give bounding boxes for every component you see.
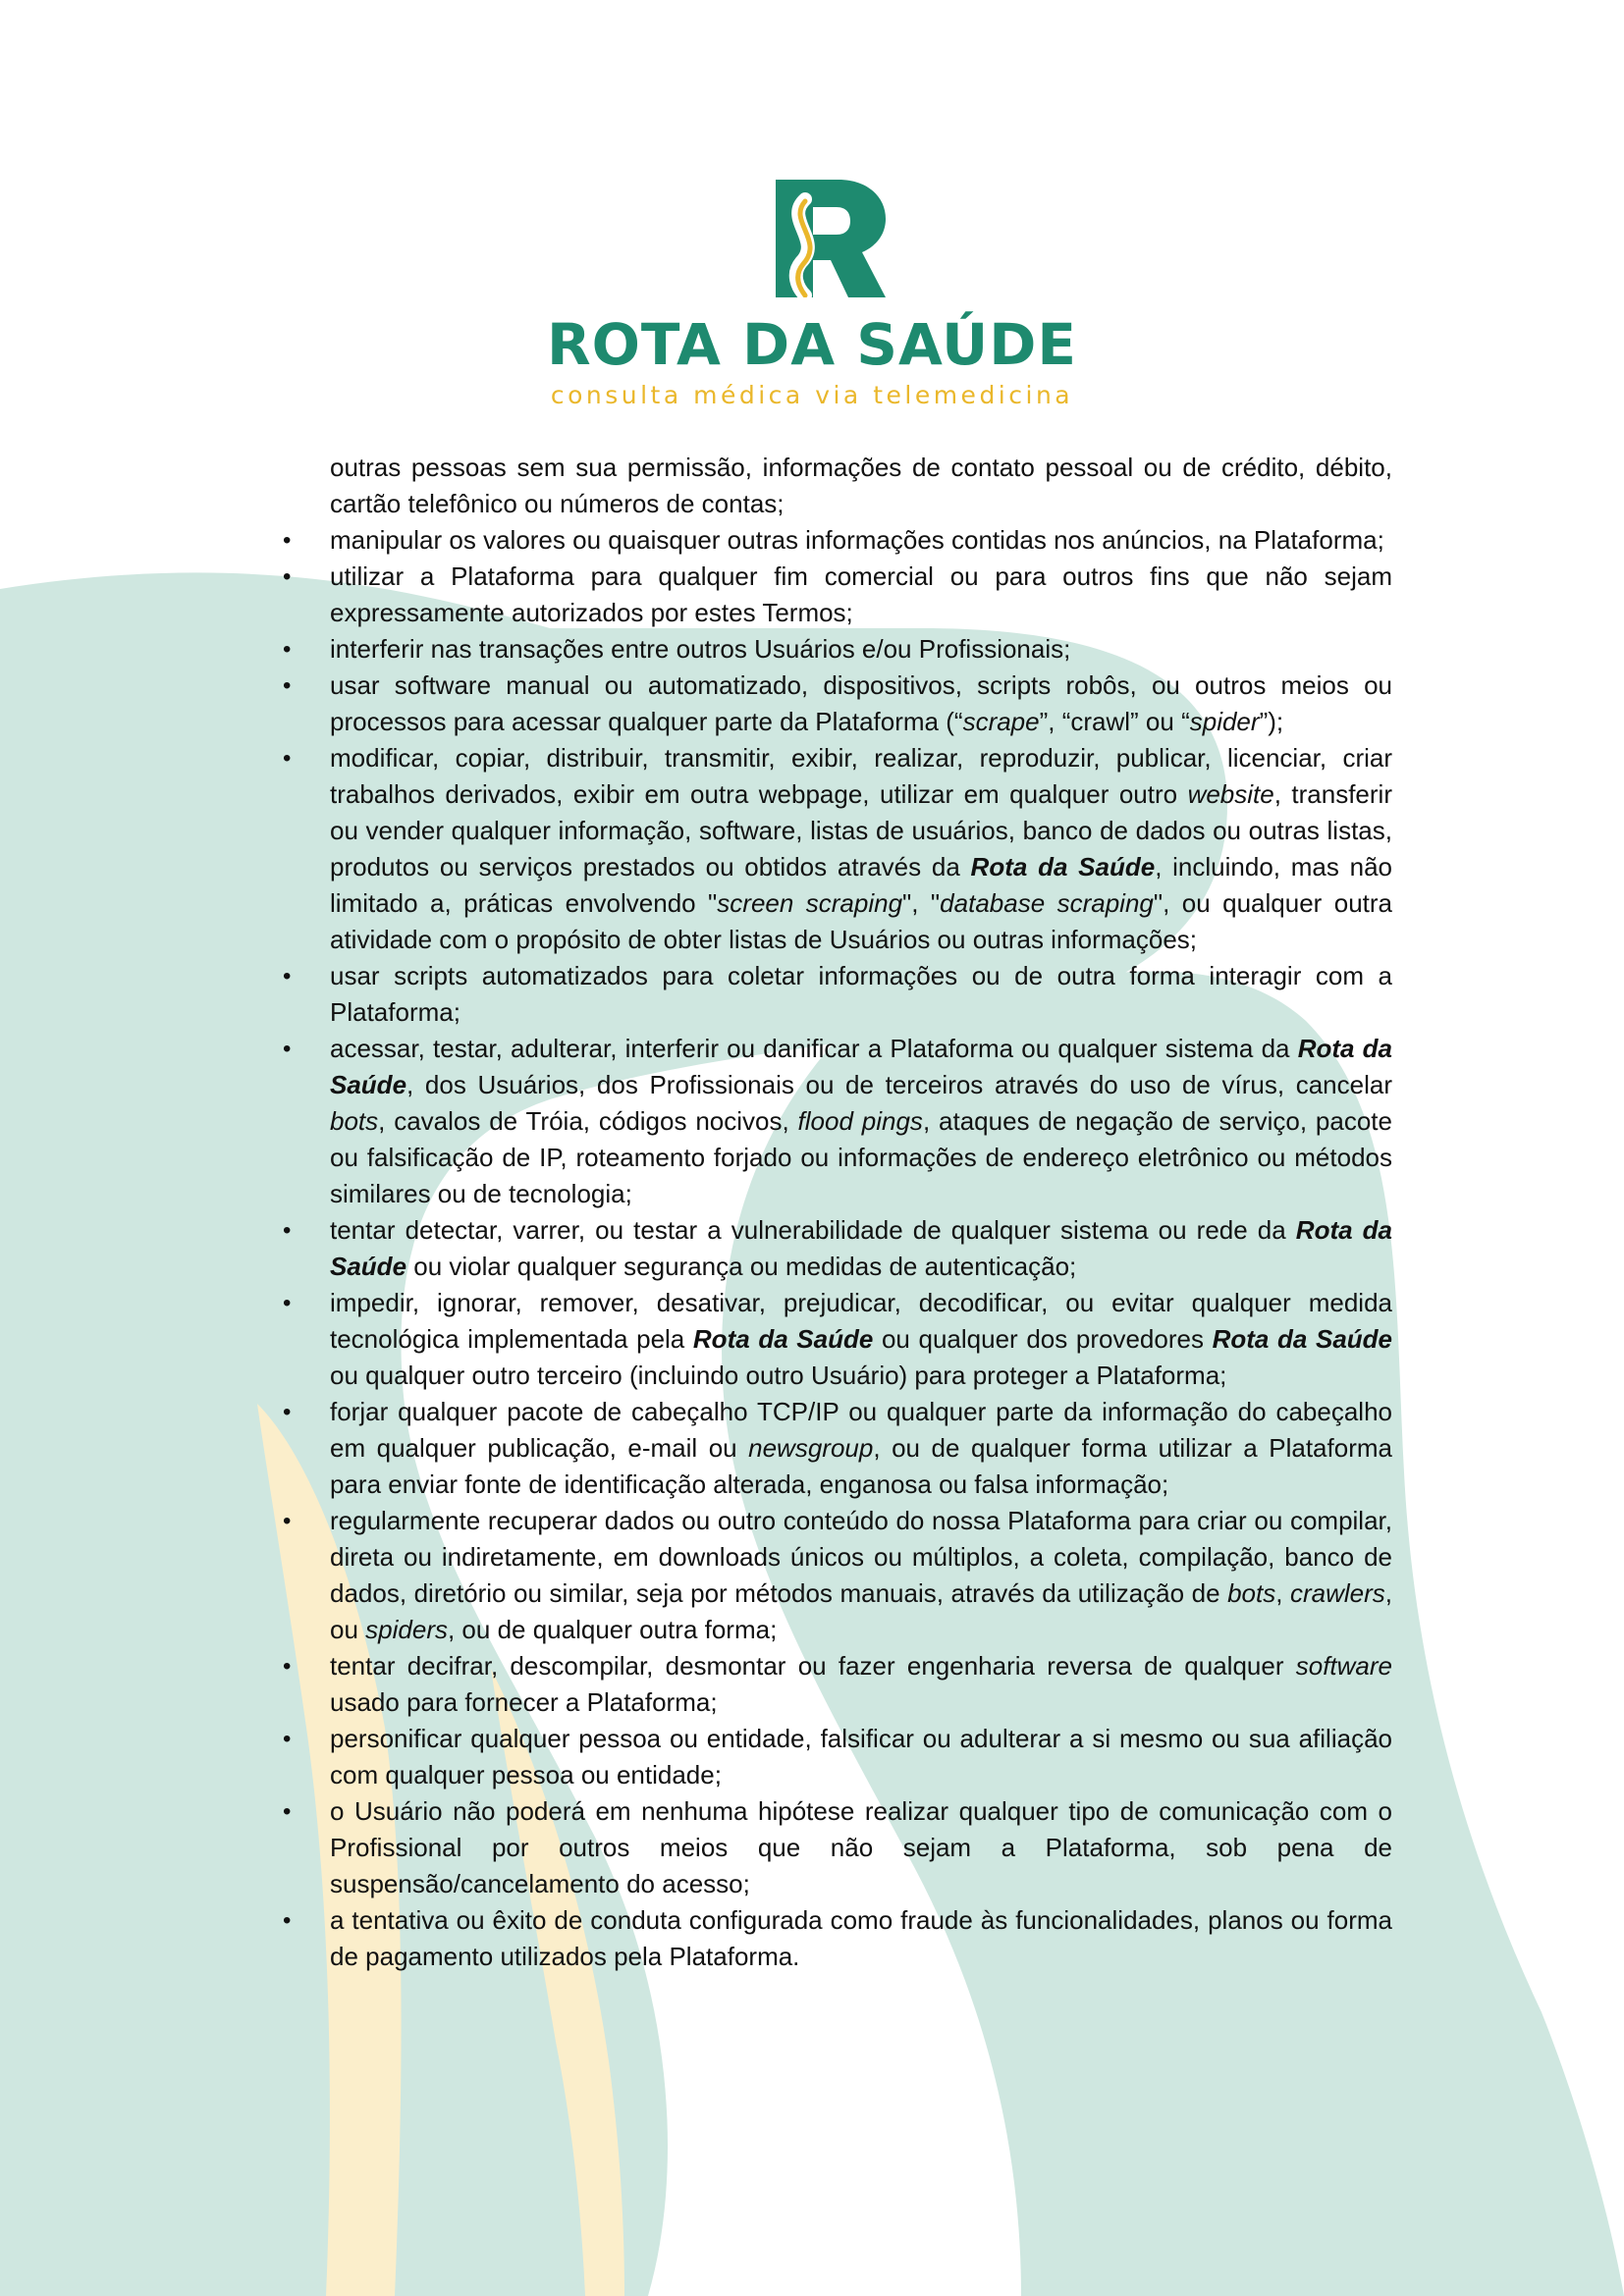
list-item — [330, 1212, 1392, 1285]
text-segment: interferir nas transações entre outros Usuários e/ou Profissionais; — [330, 634, 1071, 664]
emphasis-term: database scraping — [940, 888, 1154, 918]
emphasis-term: bots — [1227, 1578, 1276, 1608]
text-segment: , ou de qualquer outra forma; — [447, 1615, 778, 1644]
list-item — [330, 1394, 1392, 1503]
list-item — [330, 740, 1392, 958]
list-item — [330, 522, 1392, 559]
text-segment: tentar detectar, varrer, ou testar a vulnerabilidade de qualquer sistema ou rede da — [330, 1215, 1296, 1245]
text-segment: a tentativa ou êxito de conduta configurada como fraude às funcionalidades, planos ou forma de pagamento utilizados pela Plataforma. — [330, 1905, 1392, 1971]
emphasis-term: flood pings — [797, 1106, 923, 1136]
list-item — [330, 958, 1392, 1031]
list-item — [330, 1031, 1392, 1212]
text-segment: acessar, testar, adulterar, interferir ou danificar a Plataforma ou qualquer sistema da — [330, 1034, 1298, 1063]
text-segment: regularmente recuperar dados ou outro conteúdo do nossa Plataforma para criar ou compilar, direta ou indiretamente, em downloads únicos ou múltiplos, a coleta, compilação, banco de dados, diretório ou similar, seja por métodos manuais, através da utilização de — [330, 1506, 1392, 1608]
text-segment: usar software manual ou automatizado, dispositivos, scripts robôs, ou outros meios ou processos para acessar qualquer parte da Plataforma (“ — [330, 670, 1392, 736]
emphasis-term: spiders — [365, 1615, 448, 1644]
text-segment: ”, “crawl” ou “ — [1039, 707, 1190, 736]
text-segment: ", ou qualquer outra atividade com o propósito de obter listas de Usuários ou outras informações; — [330, 888, 1393, 954]
list-item — [330, 1648, 1392, 1721]
text-segment: , ou de qualquer forma utilizar a Plataforma para enviar fonte de identificação alterada, enganosa ou falsa informação; — [330, 1433, 1392, 1499]
text-segment: personificar qualquer pessoa ou entidade, falsificar ou adulterar a si mesmo ou sua afiliação com qualquer pessoa ou entidade; — [330, 1724, 1392, 1789]
emphasis-term: screen scraping — [717, 888, 903, 918]
emphasis-term: scrape — [962, 707, 1040, 736]
text-segment: impedir, ignorar, remover, desativar, prejudicar, decodificar, ou evitar qualquer medida tecnológica implementada pela — [330, 1288, 1392, 1354]
prohibited-actions-list — [330, 522, 1392, 1975]
text-segment: manipular os valores ou quaisquer outras informações contidas nos anúncios, na Plataforma; — [330, 525, 1384, 555]
brand-name: ROTA DA SAÚDE — [546, 311, 1078, 378]
list-item — [330, 1793, 1392, 1902]
emphasis-term: software — [1295, 1651, 1392, 1681]
text-segment: , transferir ou vender qualquer informação, software, listas de usuários, banco de dados ou outras listas, produtos ou serviços prestados ou obtidos através da — [330, 779, 1392, 881]
list-item — [330, 1721, 1392, 1793]
brand-mention: Rota da Saúde — [692, 1324, 874, 1354]
list-item — [330, 559, 1392, 631]
brand-mention: Rota da Saúde — [1212, 1324, 1392, 1354]
text-segment: modificar, copiar, distribuir, transmitir, exibir, realizar, reproduzir, publicar, licenciar, criar trabalhos derivados, exibir em outra webpage, utilizar em qualquer outro — [330, 743, 1392, 809]
text-segment: utilizar a Plataforma para qualquer fim comercial ou para outros fins que não sejam expressamente autorizados por estes Termos; — [330, 561, 1392, 627]
list-item — [330, 667, 1392, 740]
emphasis-term: newsgroup — [748, 1433, 874, 1463]
text-segment: , — [1275, 1578, 1290, 1608]
text-segment: ”); — [1259, 707, 1284, 736]
emphasis-term: crawlers — [1289, 1578, 1385, 1608]
text-segment: ", " — [902, 888, 941, 918]
brand-mention: Rota da Saúde — [330, 1034, 1392, 1099]
brand-mention: Rota da Saúde — [330, 1215, 1392, 1281]
brand-mention: Rota da Saúde — [970, 852, 1156, 881]
text-segment: ou qualquer outro terceiro (incluindo outro Usuário) para proteger a Plataforma; — [330, 1361, 1227, 1390]
list-item — [330, 631, 1392, 667]
document-body — [330, 450, 1392, 1975]
brand-tagline: consulta médica via telemedicina — [550, 381, 1074, 409]
text-segment: forjar qualquer pacote de cabeçalho TCP/IP ou qualquer parte da informação do cabeçalho em qualquer publicação, e-mail ou — [330, 1397, 1392, 1463]
emphasis-term: spider — [1189, 707, 1260, 736]
text-segment: usar scripts automatizados para coletar informações ou de outra forma interagir com a Plataforma; — [330, 961, 1392, 1027]
emphasis-term: website — [1187, 779, 1274, 809]
text-segment: ou violar qualquer segurança ou medidas de autenticação; — [406, 1252, 1077, 1281]
text-segment: , dos Usuários, dos Profissionais ou de terceiros através do uso de vírus, cancelar — [406, 1070, 1392, 1099]
text-segment: o Usuário não poderá em nenhuma hipótese realizar qualquer tipo de comunicação com o Profissional por outros meios que não sejam a Plataforma, sob pena de suspensão/cancelamento do acesso; — [330, 1796, 1392, 1898]
text-segment: tentar decifrar, descompilar, desmontar ou fazer engenharia reversa de qualquer — [330, 1651, 1296, 1681]
logo-r-road-icon — [766, 180, 888, 297]
text-segment: , cavalos de Tróia, códigos nocivos, — [378, 1106, 798, 1136]
list-item — [330, 1902, 1392, 1975]
text-segment: , incluindo, mas não limitado a, práticas envolvendo " — [330, 852, 1392, 918]
text-segment: , ataques de negação de serviço, pacote ou falsificação de IP, roteamento forjado ou informações de endereço eletrônico ou métodos similares ou de tecnologia; — [330, 1106, 1392, 1208]
page-header — [0, 0, 1624, 432]
text-segment: ou qualquer dos provedores — [873, 1324, 1213, 1354]
list-item — [330, 1503, 1392, 1648]
emphasis-term: bots — [330, 1106, 379, 1136]
list-item — [330, 1285, 1392, 1394]
text-segment: , ou — [330, 1578, 1392, 1644]
text-segment: usado para fornecer a Plataforma; — [330, 1687, 718, 1717]
intro-paragraph: outras pessoas sem sua permissão, informações de contato pessoal ou de crédito, débito, cartão telefônico ou números de contas; — [330, 453, 1392, 518]
